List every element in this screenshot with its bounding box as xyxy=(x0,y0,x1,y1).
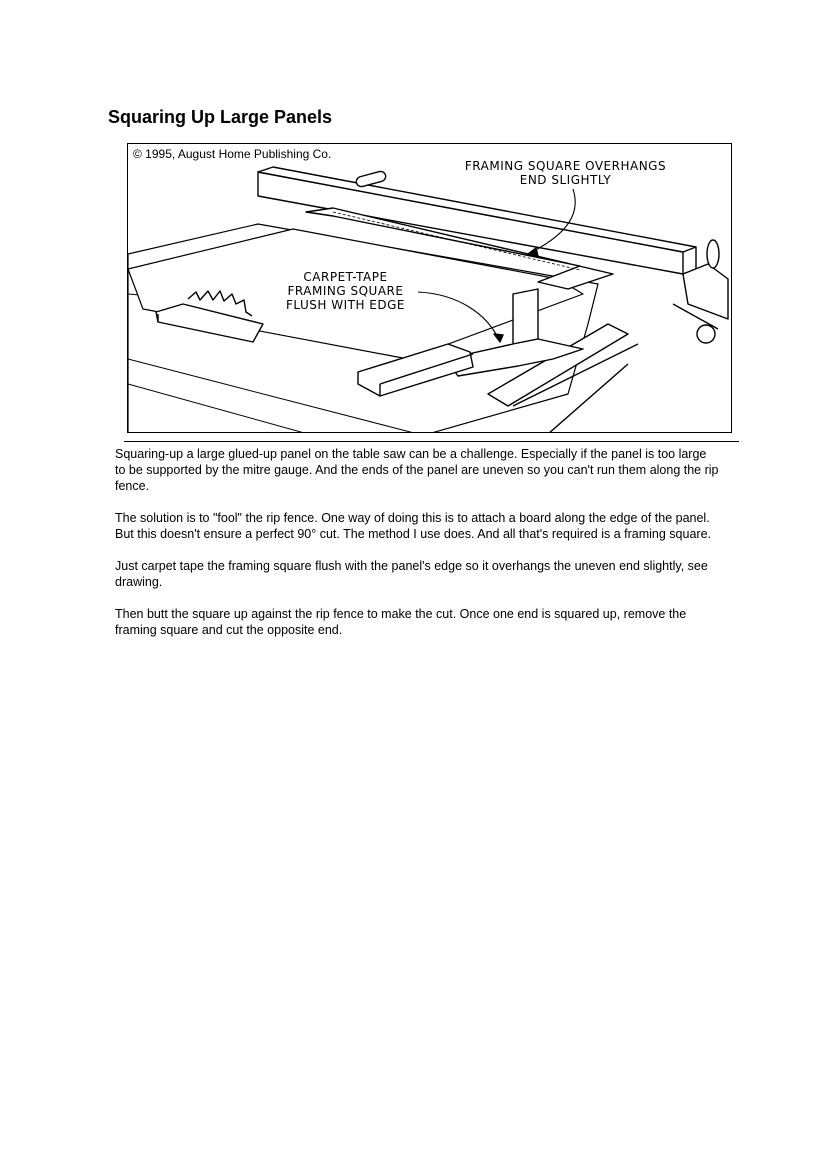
paragraph: Just carpet tape the framing square flush with the panel's edge so it overhangs the uneven end slightly, see drawing. xyxy=(115,559,708,589)
callout-mid-line-1: CARPET-TAPE xyxy=(303,270,388,284)
paragraph: Squaring-up a large glued-up panel on the table saw can be a challenge. Especially if the panel is too large to be supported by the mitre gauge. And the ends of the panel are uneven so you can't run them along the rip fence. xyxy=(115,447,719,493)
callout-mid-line-2: FRAMING SQUARE xyxy=(287,284,404,298)
table-saw-drawing xyxy=(128,144,732,433)
callout-top-line-2: END SLIGHTLY xyxy=(519,173,612,187)
drawing-figure xyxy=(127,143,732,433)
horizontal-divider xyxy=(124,441,739,442)
paragraph: Then butt the square up against the rip fence to make the cut. Once one end is squared up, remove the framing square and cut the opposite end. xyxy=(115,607,687,637)
article-body xyxy=(115,446,720,654)
copyright-notice: © 1995, August Home Publishing Co. xyxy=(133,147,332,161)
callout-top-line-1: FRAMING SQUARE OVERHANGS xyxy=(464,159,667,173)
callout-framing-overhang xyxy=(453,159,678,187)
page-title: Squaring Up Large Panels xyxy=(108,107,333,127)
paragraph: The solution is to "fool" the rip fence. One way of doing this is to attach a board along the edge of the panel. But this doesn't ensure a perfect 90° cut. The method I use does. And all that's required is a framing square. xyxy=(115,511,711,541)
callout-carpet-tape xyxy=(278,270,413,312)
callout-mid-line-3: FLUSH WITH EDGE xyxy=(285,298,405,312)
